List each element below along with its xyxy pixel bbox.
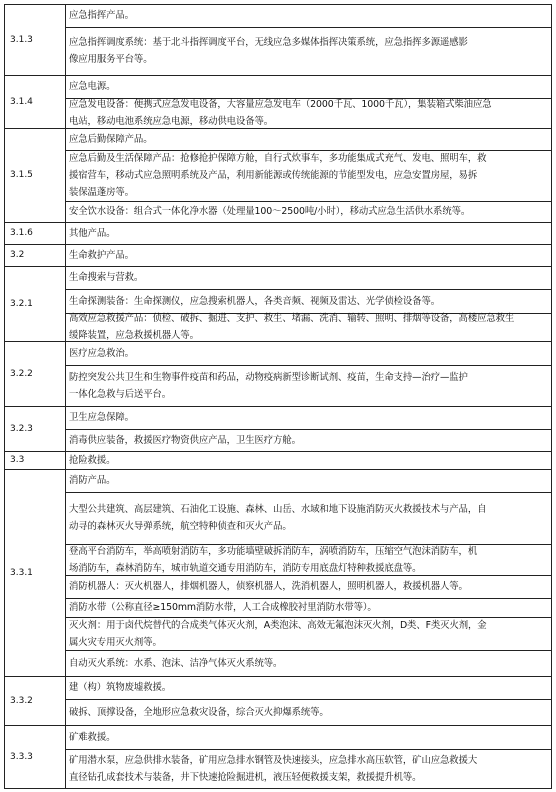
item-text: 防控突发公共卫生和生物事件疫苗和药品，动物疫病新型诊断试剂、疫苗，生命支持—治疗—监护 [69,372,468,383]
item-text: 像应用服务平台等。 [69,54,153,65]
item-text: 援宿营车，移动式应急照明系统及产品，利用新能源或传统能源的节能型发电，应急安置房屋，易拆 [69,170,478,181]
item-text: 安全饮水设备：组合式一体化净水器（处理量100～2500吨/小时），移动式应急生活供水系统等。 [69,206,471,217]
item-text: 应急后勤保障产品。 [69,134,153,145]
item-text: 一体化急救与后送平台。 [69,389,172,400]
section-code: 3.1.3 [10,35,33,45]
item-text: 应急指挥调度系统：基于北斗指挥调度平台，无线应急多媒体指挥决策系统，应急指挥多源遥感影 [69,37,468,48]
section-code: 3.2.3 [10,424,33,434]
item-text: 动寻的森林灭火导弹系统，航空特种侦查和灭火产品。 [69,521,292,532]
item-text: 登高平台消防车，举高喷射消防车，多功能墙壁破拆消防车，涡喷消防车，压缩空气泡沫消防车，机 [69,546,478,557]
section-code: 3.2.2 [10,369,33,379]
table-left-border [4,4,5,789]
group-divider [4,469,552,470]
subrow-divider [65,27,552,28]
section-code: 3.2 [10,250,25,260]
item-text: 抢险救援。 [69,455,116,466]
section-code: 3.3.1 [10,568,33,578]
subrow-divider [65,289,552,290]
table-bottom-border [4,788,552,789]
item-text: 高效应急救援产品：侦检、破拆、掘进、支护、救生、堵漏、洗消、输转、照明、排烟等设备，高楼应急救生 [69,313,515,324]
subrow-divider [65,429,552,430]
item-text: 建（构）筑物废墟救援。 [69,682,172,693]
group-divider [4,128,552,129]
item-text: 大型公共建筑、高层建筑、石油化工设施、森林、山岳、水域和地下设施消防灭火救援技术与产品，自 [69,504,487,515]
group-divider [4,244,552,245]
subrow-divider [65,201,552,202]
item-text: 矿用潜水泵，应急供排水装备，矿用应急排水钢管及快速接头，应急排水高压软管，矿山应急救援大 [69,755,478,766]
item-text: 医疗应急救治。 [69,348,134,359]
section-code: 3.2.1 [10,299,33,309]
item-text: 应急指挥产品。 [69,10,134,21]
group-divider [4,266,552,267]
section-code: 3.3.2 [10,696,33,706]
item-text: 消防产品。 [69,475,116,486]
section-code: 3.1.6 [10,228,33,238]
item-text: 卫生应急保障。 [69,412,134,423]
table-top-border [4,4,552,5]
subrow-divider [65,749,552,750]
group-divider [4,406,552,407]
subrow-divider [65,365,552,366]
item-text: 应急后勤及生活保障产品：抢修抢护保障方舱，自行式炊事车，多功能集成式充气、发电、照明车，救 [69,153,487,164]
group-divider [4,676,552,677]
table-right-border [551,4,552,789]
section-code: 3.3 [10,455,25,465]
item-text: 缓降装置，应急救援机器人等。 [69,330,199,341]
item-text: 生命探测装备：生命探测仪，应急搜索机器人，各类音频、视频及雷达、光学侦检设备等。 [69,296,441,307]
code-column-divider [65,4,66,789]
item-text: 装保温蓬房等。 [69,187,134,198]
item-text: 应急发电设备：便携式应急发电设备，大容量应急发电车（2000千瓦、1000千瓦），集装箱式柴油应急 [69,99,492,110]
group-divider [4,341,552,342]
section-code: 3.3.3 [10,752,33,762]
item-text: 消防机器人：灭火机器人，排烟机器人，侦察机器人，洗消机器人，照明机器人，救援机器人等。 [69,581,468,592]
item-text: 灭火剂：用于卤代烷替代的合成类气体灭火剂，A类泡沫、高效无氟泡沫灭火剂，D类、F类灭火剂，金 [69,620,487,631]
group-divider [4,725,552,726]
item-text: 场消防车，森林消防车，城市轨道交通专用消防车，消防专用底盘灯特种救援底盘等。 [69,563,422,574]
item-text: 其他产品。 [69,228,116,239]
item-text: 生命搜索与营救。 [69,272,144,283]
item-text: 矿难救援。 [69,732,116,743]
item-text: 应急电源。 [69,81,116,92]
item-text: 破拆、顶撑设备，全地形应急救灾设备，综合灭火抑爆系统等。 [69,707,329,718]
group-divider [4,222,552,223]
subrow-divider [65,699,552,700]
item-text: 生命救护产品。 [69,250,134,261]
item-text: 直径钻孔成套技术与装备，井下快速抢险掘进机，液压轻便救援支架，救援提升机等。 [69,772,422,783]
subrow-divider [65,492,552,493]
item-text: 消毒供应装备，救援医疗物资供应产品，卫生医疗方舱。 [69,435,301,446]
section-code: 3.1.4 [10,97,33,107]
group-divider [4,75,552,76]
item-text: 电站，移动电池系统应急电源，移动供电设备等。 [69,116,274,127]
item-text: 自动灭火系统：水系、泡沫、洁净气体灭火系统等。 [69,658,283,669]
section-code: 3.1.5 [10,170,33,180]
item-text: 属火灾专用灭火剂等。 [69,637,162,648]
item-text: 消防水带（公称直径≥150mm消防水带，人工合成橡胶衬里消防水带等）。 [69,602,377,613]
